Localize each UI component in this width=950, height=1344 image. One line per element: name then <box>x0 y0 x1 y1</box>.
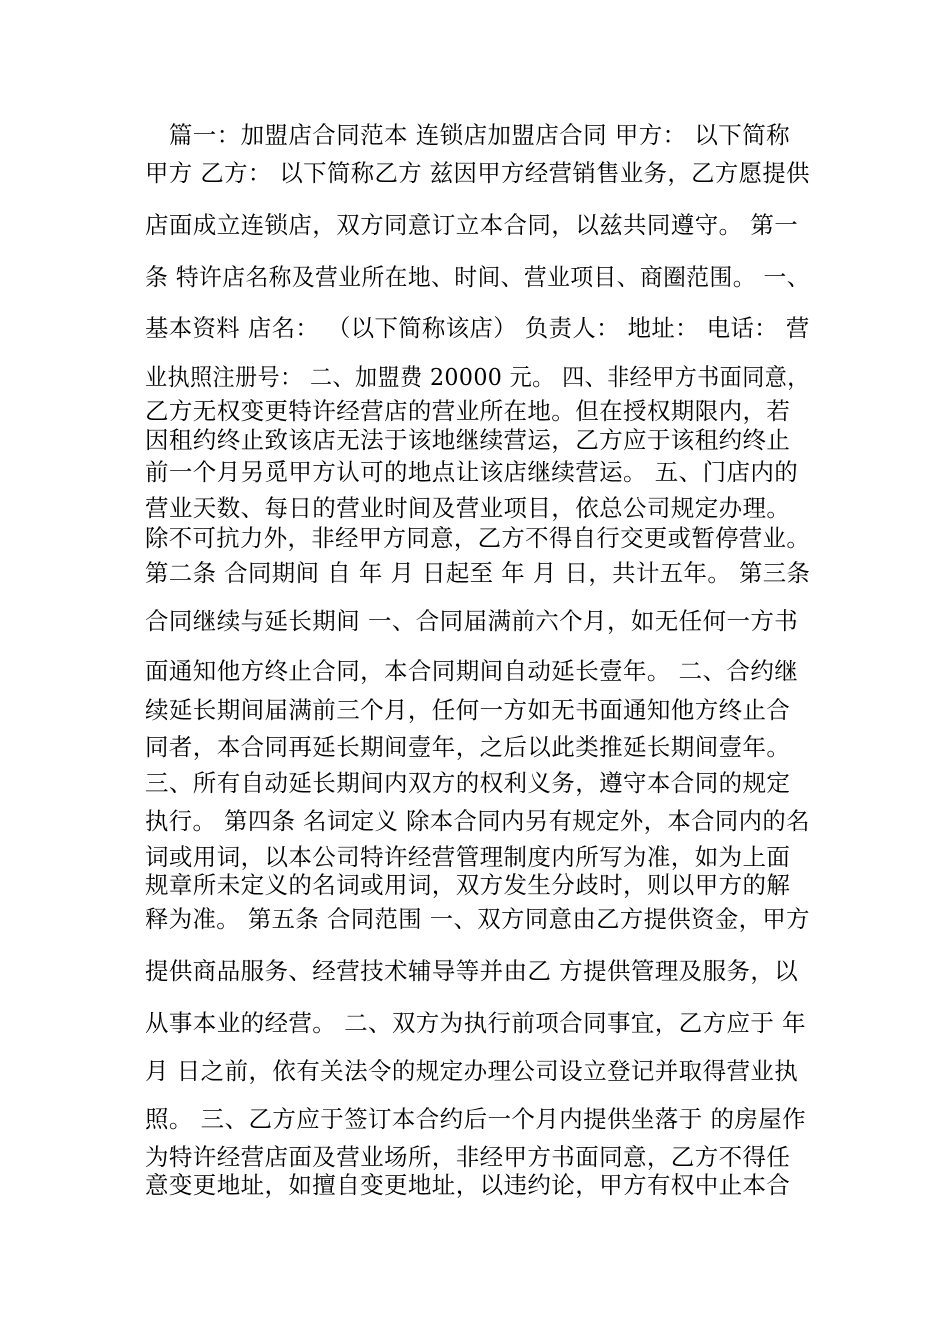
text-line: 三、所有自动延长期间内双方的权利义务，遵守本合同的规定 <box>145 769 791 797</box>
text-line: 月 日之前，依有关法令的规定办理公司设立登记并取得营业执 <box>145 1057 799 1085</box>
text-line: 合同继续与延长期间 一、合同届满前六个月，如无任何一方书 <box>145 607 799 635</box>
text-line: 基本资料 店名： （以下简称该店） 负责人： 地址： 电话： 营 <box>145 314 810 342</box>
text-line: 规章所未定义的名词或用词，双方发生分歧时，则以甲方的解 <box>145 871 791 899</box>
text-line: 因租约终止致该店无法于该地继续营运，乙方应于该租约终止 <box>145 426 791 454</box>
text-line: 从事本业的经营。 二、双方为执行前项合同事宜，乙方应于 年 <box>145 1009 807 1037</box>
text-line: 店面成立连锁店，双方同意订立本合同，以兹共同遵守。 第一 <box>145 211 799 239</box>
text-line: 面通知他方终止合同，本合同期间自动延长壹年。 二、合约继 <box>145 657 799 685</box>
text-line: 释为准。 第五条 合同范围 一、双方同意由乙方提供资金，甲方 <box>145 905 810 933</box>
text-line: 提供商品服务、经营技术辅导等并由乙 方提供管理及服务，以 <box>145 957 799 985</box>
text-line: 乙方无权变更特许经营店的营业所在地。但在授权期限内，若 <box>145 397 791 425</box>
text-line: 甲方 乙方： 以下简称乙方 兹因甲方经营销售业务，乙方愿提供 <box>145 159 810 187</box>
text-line: 营业天数、每日的营业时间及营业项目，依总公司规定办理。 <box>145 494 791 522</box>
text-line: 照。 三、乙方应于签订本合约后一个月内提供坐落于 的房屋作 <box>145 1105 807 1133</box>
text-line: 除不可抗力外，非经甲方同意，乙方不得自行交更或暂停营业。 <box>145 524 811 552</box>
text-line: 第二条 合同期间 自 年 月 日起至 年 月 日，共计五年。 第三条 <box>145 559 811 587</box>
text-line: 词或用词，以本公司特许经营管理制度内所写为准，如为上面 <box>145 843 791 871</box>
text-line: 篇一：加盟店合同范本 连锁店加盟店合同 甲方： 以下简称 <box>145 121 791 149</box>
text-line: 执行。 第四条 名词定义 除本合同内另有规定外，本合同内的名 <box>145 807 810 835</box>
text-line: 业执照注册号： 二、加盟费 20000 元。 四、非经甲方书面同意， <box>145 363 810 391</box>
text-line: 同者，本合同再延长期间壹年，之后以此类推延长期间壹年。 <box>145 733 791 761</box>
text-line: 条 特许店名称及营业所在地、时间、营业项目、商圈范围。 一、 <box>145 263 810 291</box>
text-line: 前一个月另觅甲方认可的地点让该店继续营运。 五、门店内的 <box>145 458 799 486</box>
text-line: 意变更地址，如擅自变更地址，以违约论，甲方有权中止本合 <box>145 1171 791 1199</box>
text-line: 为特许经营店面及营业场所，非经甲方书面同意，乙方不得任 <box>145 1143 791 1171</box>
text-line: 续延长期间届满前三个月，任何一方如无书面通知他方终止合 <box>145 696 791 724</box>
